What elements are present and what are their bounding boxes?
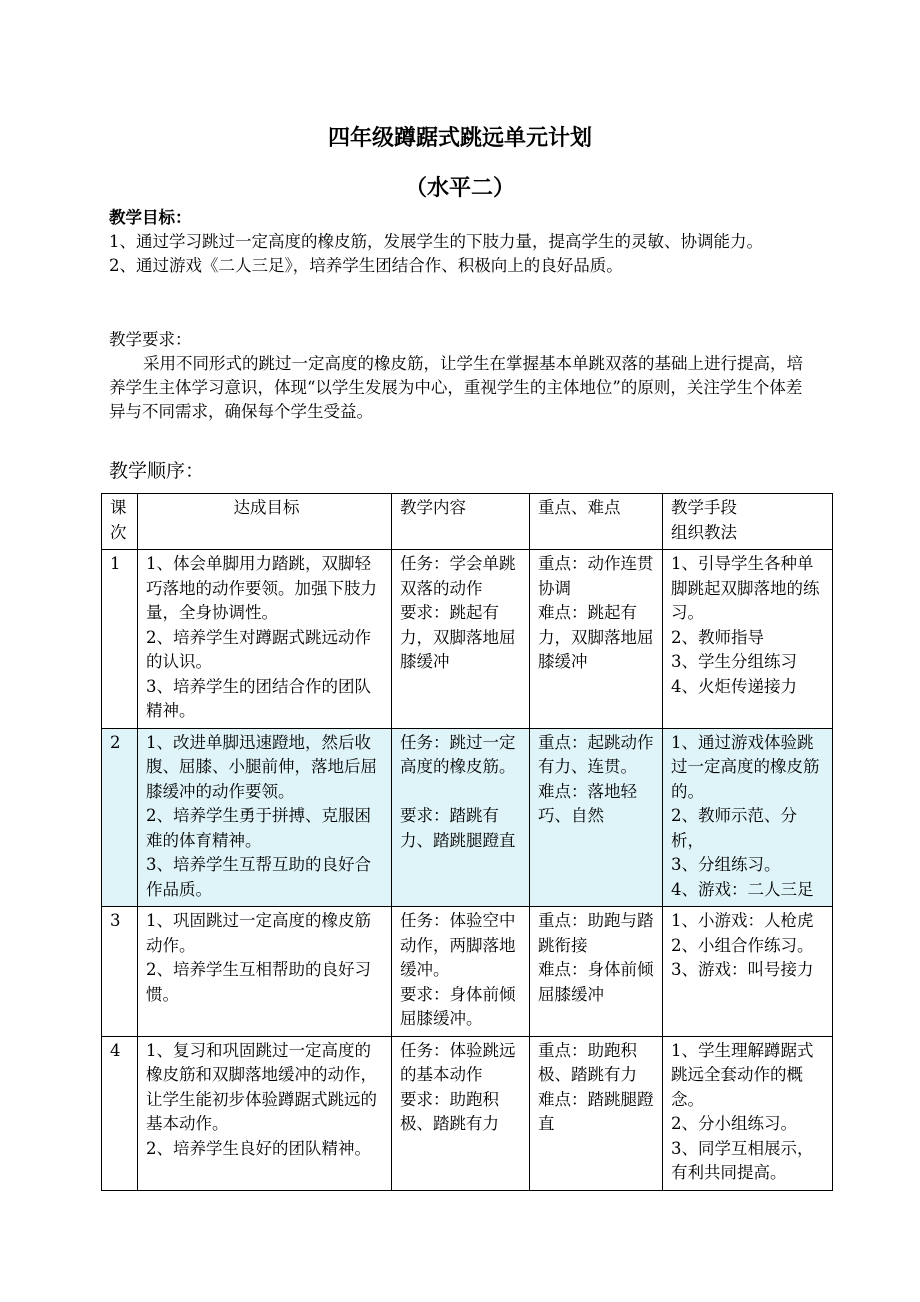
goals-section (109, 206, 814, 278)
cell-methods-line: 3、分组练习。 (671, 855, 781, 874)
cell-goals (138, 550, 392, 729)
cell-key-points-line: 重点：动作连贯协调 (538, 554, 654, 598)
cell-content (392, 550, 530, 729)
page-subtitle: （水平二） (404, 175, 515, 201)
cell-key-points (530, 550, 663, 729)
cell-goals-line: 3、培养学生互帮互助的良好合作品质。 (146, 855, 371, 899)
cell-key-points-line: 难点：落地轻巧、自然 (538, 781, 637, 825)
cell-content-line: 任务：体验空中动作，两脚落地缓冲。 (400, 911, 516, 979)
cell-content-line: 要求：踏跳有力、踏跳腿蹬直 (400, 806, 516, 850)
goal-item: 1、通过学习跳过一定高度的橡皮筋，发展学生的下肢力量，提高学生的灵敏、协调能力。 (109, 232, 763, 251)
cell-goals (138, 1036, 392, 1190)
cell-goals (138, 728, 392, 907)
header-lesson: 课 次 (102, 494, 138, 550)
table-row (102, 550, 833, 729)
cell-methods (663, 728, 833, 907)
cell-methods (663, 907, 833, 1037)
requirements-text: 采用不同形式的跳过一定高度的橡皮筋，让学生在掌握基本单跳双落的基础上进行提高，培养学生主体学习意识，体现“以学生发展为中心，重视学生的主体地位”的原则，关注学生个体差异与不同需求，确保每个学生受益。 (109, 354, 803, 421)
cell-lesson-number: 3 (102, 907, 138, 1037)
cell-methods-line: 1、小游戏：人枪虎 (671, 911, 814, 930)
requirements-section (109, 328, 814, 424)
cell-key-points-line: 难点：身体前倾屈膝缓冲 (538, 960, 654, 1004)
cell-goals-line: 2、培养学生对蹲踞式跳远动作的认识。 (146, 627, 371, 671)
cell-goals-line: 1、体会单脚用力踏跳，双脚轻巧落地的动作要领。加强下肢力量，全身协调性。 (146, 554, 377, 622)
cell-goals-line: 1、复习和巩固跳过一定高度的橡皮筋和双脚落地缓冲的动作，让学生能初步体验蹲踞式跳远的基本动作。 (146, 1040, 377, 1133)
cell-key-points-line: 难点：跳起有力，双脚落地屈膝缓冲 (538, 603, 654, 671)
order-heading: 教学顺序： (109, 460, 205, 482)
header-key: 重点、难点 (530, 494, 663, 550)
cell-methods-line: 1、学生理解蹲踞式跳远全套动作的概念。 (671, 1040, 814, 1109)
cell-methods-line: 2、小组合作练习。 (671, 935, 814, 955)
table-row (102, 728, 833, 907)
table-header-row (102, 494, 833, 550)
cell-content (392, 1036, 530, 1190)
cell-key-points (530, 728, 663, 907)
cell-content-line: 任务：体验跳远的基本动作 (400, 1040, 516, 1084)
cell-content-line: 要求：助跑积极、踏跳有力 (400, 1089, 499, 1133)
cell-goals-line: 1、巩固跳过一定高度的橡皮筋动作。 (146, 911, 371, 955)
cell-lesson-number: 2 (102, 728, 138, 907)
cell-key-points (530, 907, 663, 1037)
cell-goals-line: 2、培养学生良好的团队精神。 (146, 1138, 371, 1158)
header-content: 教学内容 (392, 494, 530, 550)
cell-methods (663, 1036, 833, 1190)
cell-goals-line: 3、培养学生的团结合作的团队精神。 (146, 676, 371, 720)
cell-content-line: 任务：学会单跳双落的动作 (400, 554, 516, 598)
cell-methods-line: 3、游戏：叫号接力 (671, 960, 814, 979)
cell-goals (138, 907, 392, 1037)
cell-goals-line: 1、改进单脚迅速蹬地，然后收腹、屈膝、小腿前伸，落地后屈膝缓冲的动作要领。 (146, 732, 377, 801)
cell-methods-line: 1、引导学生各种单脚跳起双脚落地的练习。 (671, 554, 820, 622)
cell-key-points-line: 重点：起跳动作有力、连贯。 (538, 732, 654, 776)
table-row (102, 907, 833, 1037)
cell-methods-line: 3、同学互相展示，有利共同提高。 (671, 1138, 814, 1182)
cell-methods-line: 1、通过游戏体验跳过一定高度的橡皮筋的。 (671, 732, 820, 801)
cell-key-points (530, 1036, 663, 1190)
cell-key-points-line: 重点：助跑与踏跳衔接 (538, 911, 654, 955)
cell-methods-line: 2、分小组练习。 (671, 1114, 797, 1133)
cell-key-points-line: 重点：助跑积极、踏跳有力 (538, 1040, 637, 1084)
goals-heading: 教学目标： (109, 208, 192, 227)
cell-lesson-number: 1 (102, 550, 138, 729)
cell-key-points-line: 难点：踏跳腿蹬直 (538, 1089, 654, 1133)
cell-content-line: 要求：身体前倾屈膝缓冲。 (400, 984, 516, 1028)
cell-methods-line: 2、教师指导 (671, 627, 764, 647)
page-title: 四年级蹲踞式跳远单元计划 (327, 125, 592, 151)
cell-content (392, 907, 530, 1037)
table-row (102, 1036, 833, 1190)
cell-goals-line: 2、培养学生勇于拼搏、克服困难的体育精神。 (146, 806, 371, 850)
cell-methods-line: 4、火炬传递接力 (671, 676, 797, 696)
requirements-heading: 教学要求： (109, 330, 192, 349)
cell-content-line (400, 780, 525, 805)
cell-lesson-number: 4 (102, 1036, 138, 1190)
cell-goals-line: 2、培养学生互相帮助的良好习惯。 (146, 960, 371, 1004)
lesson-table (101, 493, 833, 1191)
header-goal: 达成目标 (138, 494, 392, 550)
cell-content (392, 728, 530, 907)
header-method: 教学手段 组织教法 (663, 494, 833, 550)
cell-methods-line: 3、学生分组练习 (671, 652, 797, 671)
cell-content-line: 任务：跳过一定高度的橡皮筋。 (400, 732, 516, 776)
cell-methods-line: 4、游戏：二人三足 (671, 879, 814, 899)
cell-methods (663, 550, 833, 729)
cell-content-line: 要求：跳起有力，双脚落地屈膝缓冲 (400, 603, 516, 671)
cell-methods-line: 2、教师示范、分析， (671, 806, 797, 850)
goal-item: 2、通过游戏《二人三足》，培养学生团结合作、积极向上的良好品质。 (109, 256, 623, 275)
